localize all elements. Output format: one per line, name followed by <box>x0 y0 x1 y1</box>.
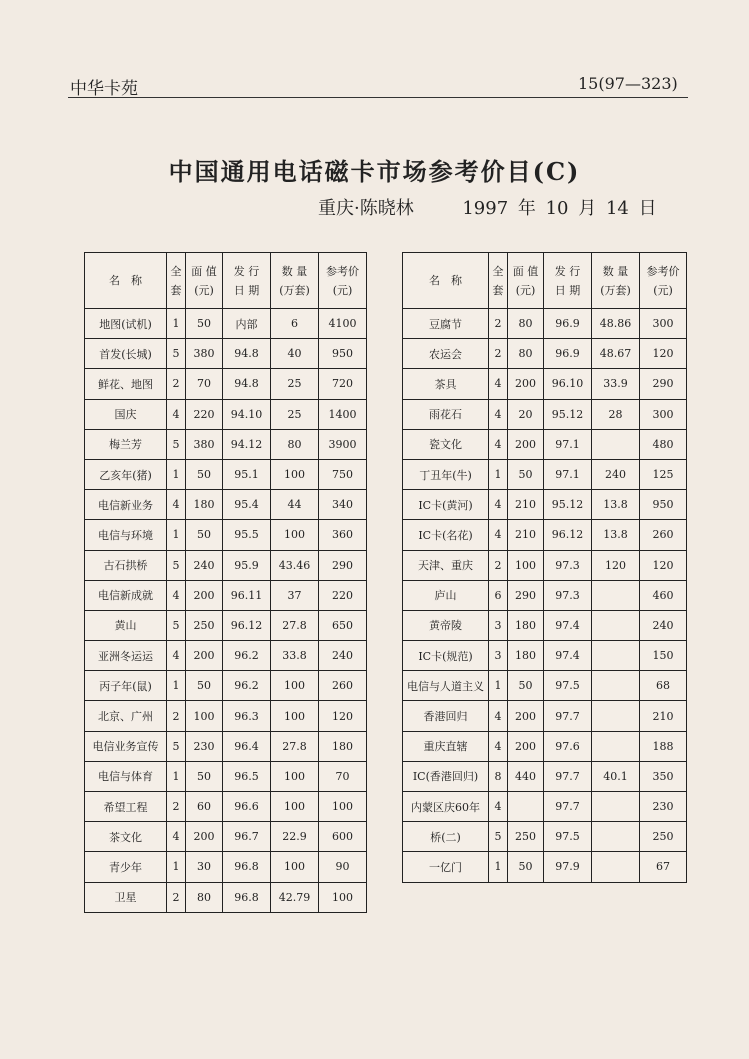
cell-qty: 120 <box>592 550 640 580</box>
cell-set: 4 <box>489 731 508 761</box>
table-row <box>85 550 367 580</box>
cell-qty: 42.79 <box>271 882 319 912</box>
cell-qty: 22.9 <box>271 822 319 852</box>
table-row <box>403 309 687 339</box>
cell-face: 50 <box>186 520 223 550</box>
cell-set: 4 <box>167 399 186 429</box>
cell-price: 4100 <box>319 309 367 339</box>
cell-set: 2 <box>489 309 508 339</box>
cell-name: 电信新成就 <box>85 580 167 610</box>
cell-price: 250 <box>640 822 687 852</box>
cell-face: 50 <box>508 852 544 882</box>
cell-qty: 43.46 <box>271 550 319 580</box>
cell-face: 80 <box>508 339 544 369</box>
cell-issue: 97.7 <box>544 761 592 791</box>
table-row <box>85 309 367 339</box>
page-number: 15(97—323) <box>578 74 678 93</box>
cell-qty: 33.8 <box>271 641 319 671</box>
cell-qty: 100 <box>271 761 319 791</box>
cell-qty: 25 <box>271 369 319 399</box>
cell-face: 240 <box>186 550 223 580</box>
table-row <box>403 822 687 852</box>
cell-issue: 96.8 <box>223 882 271 912</box>
cell-issue: 95.12 <box>544 399 592 429</box>
cell-face: 210 <box>508 520 544 550</box>
cell-issue: 97.9 <box>544 852 592 882</box>
cell-face: 30 <box>186 852 223 882</box>
cell-issue: 96.7 <box>223 822 271 852</box>
cell-name: 桥(二) <box>403 822 489 852</box>
cell-set: 8 <box>489 761 508 791</box>
cell-name: 电信与人道主义 <box>403 671 489 701</box>
byline <box>318 194 657 220</box>
cell-qty <box>592 429 640 459</box>
cell-face: 50 <box>186 761 223 791</box>
table-row <box>403 852 687 882</box>
cell-name: IC(香港回归) <box>403 761 489 791</box>
col-header-issue: 发 行 日 期 <box>544 253 592 309</box>
col-header-set: 全 套 <box>167 253 186 309</box>
cell-face: 220 <box>186 399 223 429</box>
cell-price: 260 <box>319 671 367 701</box>
cell-issue: 96.9 <box>544 309 592 339</box>
table-row <box>403 580 687 610</box>
table-row <box>85 339 367 369</box>
table-row <box>85 459 367 489</box>
table-row <box>403 339 687 369</box>
cell-name: 丙子年(鼠) <box>85 671 167 701</box>
table-row <box>403 610 687 640</box>
cell-qty: 100 <box>271 701 319 731</box>
cell-issue: 94.8 <box>223 339 271 369</box>
cell-face: 200 <box>186 641 223 671</box>
cell-qty: 25 <box>271 399 319 429</box>
cell-name: 一亿门 <box>403 852 489 882</box>
col-header-set: 全 套 <box>489 253 508 309</box>
cell-issue: 96.5 <box>223 761 271 791</box>
cell-qty <box>592 580 640 610</box>
cell-face: 180 <box>508 610 544 640</box>
cell-set: 5 <box>489 822 508 852</box>
table-row <box>85 761 367 791</box>
cell-name: IC卡(名花) <box>403 520 489 550</box>
price-table-right <box>402 252 687 883</box>
table-row <box>85 882 367 912</box>
cell-face: 380 <box>186 339 223 369</box>
cell-face: 250 <box>186 610 223 640</box>
cell-issue: 97.4 <box>544 610 592 640</box>
cell-qty: 100 <box>271 459 319 489</box>
cell-name: 豆腐节 <box>403 309 489 339</box>
table-row <box>85 399 367 429</box>
cell-set: 1 <box>167 852 186 882</box>
cell-qty: 100 <box>271 792 319 822</box>
cell-price: 120 <box>319 701 367 731</box>
cell-price: 68 <box>640 671 687 701</box>
cell-face: 60 <box>186 792 223 822</box>
table-row <box>85 792 367 822</box>
cell-price: 210 <box>640 701 687 731</box>
cell-face: 50 <box>508 459 544 489</box>
cell-face: 80 <box>508 309 544 339</box>
cell-face: 250 <box>508 822 544 852</box>
table-row <box>403 731 687 761</box>
cell-qty <box>592 671 640 701</box>
date: 1997 年 10 月 14 日 <box>462 198 657 219</box>
table-row <box>85 822 367 852</box>
cell-set: 5 <box>167 610 186 640</box>
cell-set: 5 <box>167 429 186 459</box>
cell-face: 180 <box>508 641 544 671</box>
cell-name: 丁丑年(牛) <box>403 459 489 489</box>
col-header-face: 面 值 (元) <box>508 253 544 309</box>
price-table-left <box>84 252 367 913</box>
cell-name: 北京、广州 <box>85 701 167 731</box>
cell-name: 希望工程 <box>85 792 167 822</box>
cell-qty <box>592 792 640 822</box>
cell-issue: 97.5 <box>544 671 592 701</box>
cell-qty: 27.8 <box>271 610 319 640</box>
cell-face: 380 <box>186 429 223 459</box>
cell-price: 360 <box>319 520 367 550</box>
cell-name: 地图(试机) <box>85 309 167 339</box>
cell-price: 1400 <box>319 399 367 429</box>
table-row <box>403 761 687 791</box>
cell-issue: 内部 <box>223 309 271 339</box>
cell-name: 电信业务宣传 <box>85 731 167 761</box>
table-row <box>403 490 687 520</box>
cell-name: 内蒙区庆60年 <box>403 792 489 822</box>
cell-qty: 100 <box>271 852 319 882</box>
cell-set: 4 <box>167 822 186 852</box>
cell-issue: 94.12 <box>223 429 271 459</box>
cell-issue: 97.3 <box>544 550 592 580</box>
cell-issue: 97.7 <box>544 701 592 731</box>
cell-qty <box>592 610 640 640</box>
table-row <box>403 369 687 399</box>
cell-price: 240 <box>319 641 367 671</box>
cell-issue: 97.6 <box>544 731 592 761</box>
cell-set: 2 <box>167 701 186 731</box>
cell-price: 290 <box>319 550 367 580</box>
table-row <box>403 459 687 489</box>
cell-qty: 40.1 <box>592 761 640 791</box>
cell-price: 240 <box>640 610 687 640</box>
cell-price: 750 <box>319 459 367 489</box>
table-row <box>403 429 687 459</box>
cell-price: 460 <box>640 580 687 610</box>
cell-face: 50 <box>508 671 544 701</box>
cell-issue: 97.1 <box>544 429 592 459</box>
table-row <box>85 369 367 399</box>
cell-qty: 6 <box>271 309 319 339</box>
cell-name: IC卡(规范) <box>403 641 489 671</box>
cell-face <box>508 792 544 822</box>
cell-set: 3 <box>489 610 508 640</box>
cell-face: 70 <box>186 369 223 399</box>
cell-face: 20 <box>508 399 544 429</box>
table-header <box>85 253 367 309</box>
cell-issue: 95.12 <box>544 490 592 520</box>
cell-issue: 96.9 <box>544 339 592 369</box>
cell-name: 黄山 <box>85 610 167 640</box>
cell-set: 4 <box>489 520 508 550</box>
cell-issue: 96.4 <box>223 731 271 761</box>
cell-set: 3 <box>489 641 508 671</box>
cell-price: 125 <box>640 459 687 489</box>
cell-qty: 13.8 <box>592 490 640 520</box>
cell-set: 2 <box>489 550 508 580</box>
cell-face: 200 <box>508 429 544 459</box>
cell-face: 180 <box>186 490 223 520</box>
cell-price: 260 <box>640 520 687 550</box>
cell-face: 200 <box>508 701 544 731</box>
cell-issue: 96.6 <box>223 792 271 822</box>
cell-set: 4 <box>489 490 508 520</box>
table-row <box>85 520 367 550</box>
cell-price: 150 <box>640 641 687 671</box>
cell-price: 300 <box>640 399 687 429</box>
col-header-name: 名 称 <box>403 253 489 309</box>
cell-face: 290 <box>508 580 544 610</box>
table-row <box>403 671 687 701</box>
cell-qty: 37 <box>271 580 319 610</box>
table-row <box>85 852 367 882</box>
cell-price: 720 <box>319 369 367 399</box>
cell-price: 67 <box>640 852 687 882</box>
cell-price: 188 <box>640 731 687 761</box>
cell-issue: 96.3 <box>223 701 271 731</box>
cell-price: 950 <box>319 339 367 369</box>
cell-name: 香港回归 <box>403 701 489 731</box>
cell-face: 100 <box>508 550 544 580</box>
cell-name: 梅兰芳 <box>85 429 167 459</box>
cell-face: 100 <box>186 701 223 731</box>
cell-set: 5 <box>167 339 186 369</box>
col-header-price: 参考价 (元) <box>640 253 687 309</box>
cell-set: 1 <box>489 852 508 882</box>
cell-price: 100 <box>319 882 367 912</box>
cell-set: 4 <box>167 580 186 610</box>
cell-issue: 96.11 <box>223 580 271 610</box>
table-row <box>403 792 687 822</box>
cell-issue: 95.1 <box>223 459 271 489</box>
cell-qty <box>592 701 640 731</box>
cell-issue: 97.4 <box>544 641 592 671</box>
cell-set: 2 <box>167 882 186 912</box>
cell-set: 1 <box>167 520 186 550</box>
cell-qty: 13.8 <box>592 520 640 550</box>
cell-name: 天津、重庆 <box>403 550 489 580</box>
cell-face: 50 <box>186 459 223 489</box>
cell-qty: 80 <box>271 429 319 459</box>
cell-issue: 96.2 <box>223 641 271 671</box>
cell-set: 6 <box>489 580 508 610</box>
cell-qty: 100 <box>271 671 319 701</box>
cell-set: 4 <box>167 641 186 671</box>
cell-price: 120 <box>640 339 687 369</box>
cell-name: 亚洲冬运运 <box>85 641 167 671</box>
cell-qty: 100 <box>271 520 319 550</box>
table-row <box>85 641 367 671</box>
cell-issue: 94.8 <box>223 369 271 399</box>
cell-set: 4 <box>489 429 508 459</box>
cell-price: 180 <box>319 731 367 761</box>
cell-issue: 95.4 <box>223 490 271 520</box>
cell-issue: 97.1 <box>544 459 592 489</box>
cell-price: 70 <box>319 761 367 791</box>
cell-qty <box>592 852 640 882</box>
cell-issue: 97.7 <box>544 792 592 822</box>
cell-set: 2 <box>167 369 186 399</box>
cell-name: 瓷文化 <box>403 429 489 459</box>
cell-qty <box>592 822 640 852</box>
cell-set: 4 <box>489 701 508 731</box>
header-rule <box>68 97 688 98</box>
cell-name: 电信与体育 <box>85 761 167 791</box>
cell-name: 雨花石 <box>403 399 489 429</box>
cell-price: 650 <box>319 610 367 640</box>
cell-issue: 97.3 <box>544 580 592 610</box>
cell-face: 200 <box>508 369 544 399</box>
cell-price: 950 <box>640 490 687 520</box>
cell-issue: 95.9 <box>223 550 271 580</box>
table-row <box>403 701 687 731</box>
page-title: 中国通用电话磁卡市场参考价目(C) <box>168 157 581 186</box>
cell-face: 200 <box>186 822 223 852</box>
cell-price: 340 <box>319 490 367 520</box>
cell-name: 古石拱桥 <box>85 550 167 580</box>
cell-price: 350 <box>640 761 687 791</box>
cell-set: 5 <box>167 550 186 580</box>
cell-name: 电信新业务 <box>85 490 167 520</box>
cell-name: IC卡(黄河) <box>403 490 489 520</box>
col-header-name: 名 称 <box>85 253 167 309</box>
table-row <box>403 641 687 671</box>
table-header <box>403 253 687 309</box>
cell-name: 庐山 <box>403 580 489 610</box>
table-row <box>85 490 367 520</box>
cell-price: 300 <box>640 309 687 339</box>
table-row <box>85 429 367 459</box>
cell-price: 230 <box>640 792 687 822</box>
cell-name: 鲜花、地图 <box>85 369 167 399</box>
cell-qty <box>592 641 640 671</box>
cell-issue: 96.8 <box>223 852 271 882</box>
cell-set: 5 <box>167 731 186 761</box>
cell-name: 茶文化 <box>85 822 167 852</box>
cell-name: 茶具 <box>403 369 489 399</box>
cell-name: 黄帝陵 <box>403 610 489 640</box>
cell-qty: 33.9 <box>592 369 640 399</box>
cell-face: 440 <box>508 761 544 791</box>
cell-set: 1 <box>167 459 186 489</box>
cell-issue: 96.2 <box>223 671 271 701</box>
table-row <box>403 399 687 429</box>
cell-name: 电信与环境 <box>85 520 167 550</box>
cell-qty: 44 <box>271 490 319 520</box>
cell-name: 国庆 <box>85 399 167 429</box>
cell-set: 4 <box>489 369 508 399</box>
cell-name: 卫星 <box>85 882 167 912</box>
cell-set: 1 <box>167 671 186 701</box>
cell-name: 青少年 <box>85 852 167 882</box>
cell-name: 重庆直辖 <box>403 731 489 761</box>
cell-qty: 48.86 <box>592 309 640 339</box>
cell-issue: 96.12 <box>544 520 592 550</box>
cell-name: 首发(长城) <box>85 339 167 369</box>
journal-name: 中华卡苑 <box>70 79 138 99</box>
col-header-issue: 发 行 日 期 <box>223 253 271 309</box>
cell-issue: 96.10 <box>544 369 592 399</box>
col-header-qty: 数 量 (万套) <box>271 253 319 309</box>
cell-set: 1 <box>167 309 186 339</box>
cell-face: 210 <box>508 490 544 520</box>
col-header-qty: 数 量 (万套) <box>592 253 640 309</box>
cell-price: 100 <box>319 792 367 822</box>
cell-set: 4 <box>489 792 508 822</box>
cell-face: 50 <box>186 671 223 701</box>
cell-set: 4 <box>167 490 186 520</box>
cell-issue: 94.10 <box>223 399 271 429</box>
table-row <box>403 520 687 550</box>
cell-face: 200 <box>508 731 544 761</box>
table-body <box>85 309 367 913</box>
table-row <box>85 671 367 701</box>
col-header-price: 参考价 (元) <box>319 253 367 309</box>
table-row <box>85 610 367 640</box>
cell-set: 1 <box>167 761 186 791</box>
cell-face: 80 <box>186 882 223 912</box>
cell-set: 1 <box>489 459 508 489</box>
table-row <box>85 701 367 731</box>
cell-price: 600 <box>319 822 367 852</box>
cell-face: 200 <box>186 580 223 610</box>
cell-price: 480 <box>640 429 687 459</box>
table-row <box>85 580 367 610</box>
table-row <box>85 731 367 761</box>
cell-name: 乙亥年(猪) <box>85 459 167 489</box>
cell-set: 1 <box>489 671 508 701</box>
table-row <box>403 550 687 580</box>
cell-qty: 28 <box>592 399 640 429</box>
cell-set: 2 <box>167 792 186 822</box>
cell-price: 90 <box>319 852 367 882</box>
cell-set: 4 <box>489 399 508 429</box>
cell-qty: 240 <box>592 459 640 489</box>
cell-price: 120 <box>640 550 687 580</box>
col-header-face: 面 值 (元) <box>186 253 223 309</box>
cell-qty: 40 <box>271 339 319 369</box>
cell-issue: 97.5 <box>544 822 592 852</box>
cell-set: 2 <box>489 339 508 369</box>
cell-face: 50 <box>186 309 223 339</box>
cell-face: 230 <box>186 731 223 761</box>
cell-issue: 95.5 <box>223 520 271 550</box>
cell-name: 农运会 <box>403 339 489 369</box>
cell-qty: 27.8 <box>271 731 319 761</box>
cell-qty: 48.67 <box>592 339 640 369</box>
cell-issue: 96.12 <box>223 610 271 640</box>
cell-price: 220 <box>319 580 367 610</box>
author: 重庆·陈晓林 <box>318 198 414 219</box>
cell-price: 290 <box>640 369 687 399</box>
cell-price: 3900 <box>319 429 367 459</box>
cell-qty <box>592 731 640 761</box>
table-body <box>403 309 687 883</box>
